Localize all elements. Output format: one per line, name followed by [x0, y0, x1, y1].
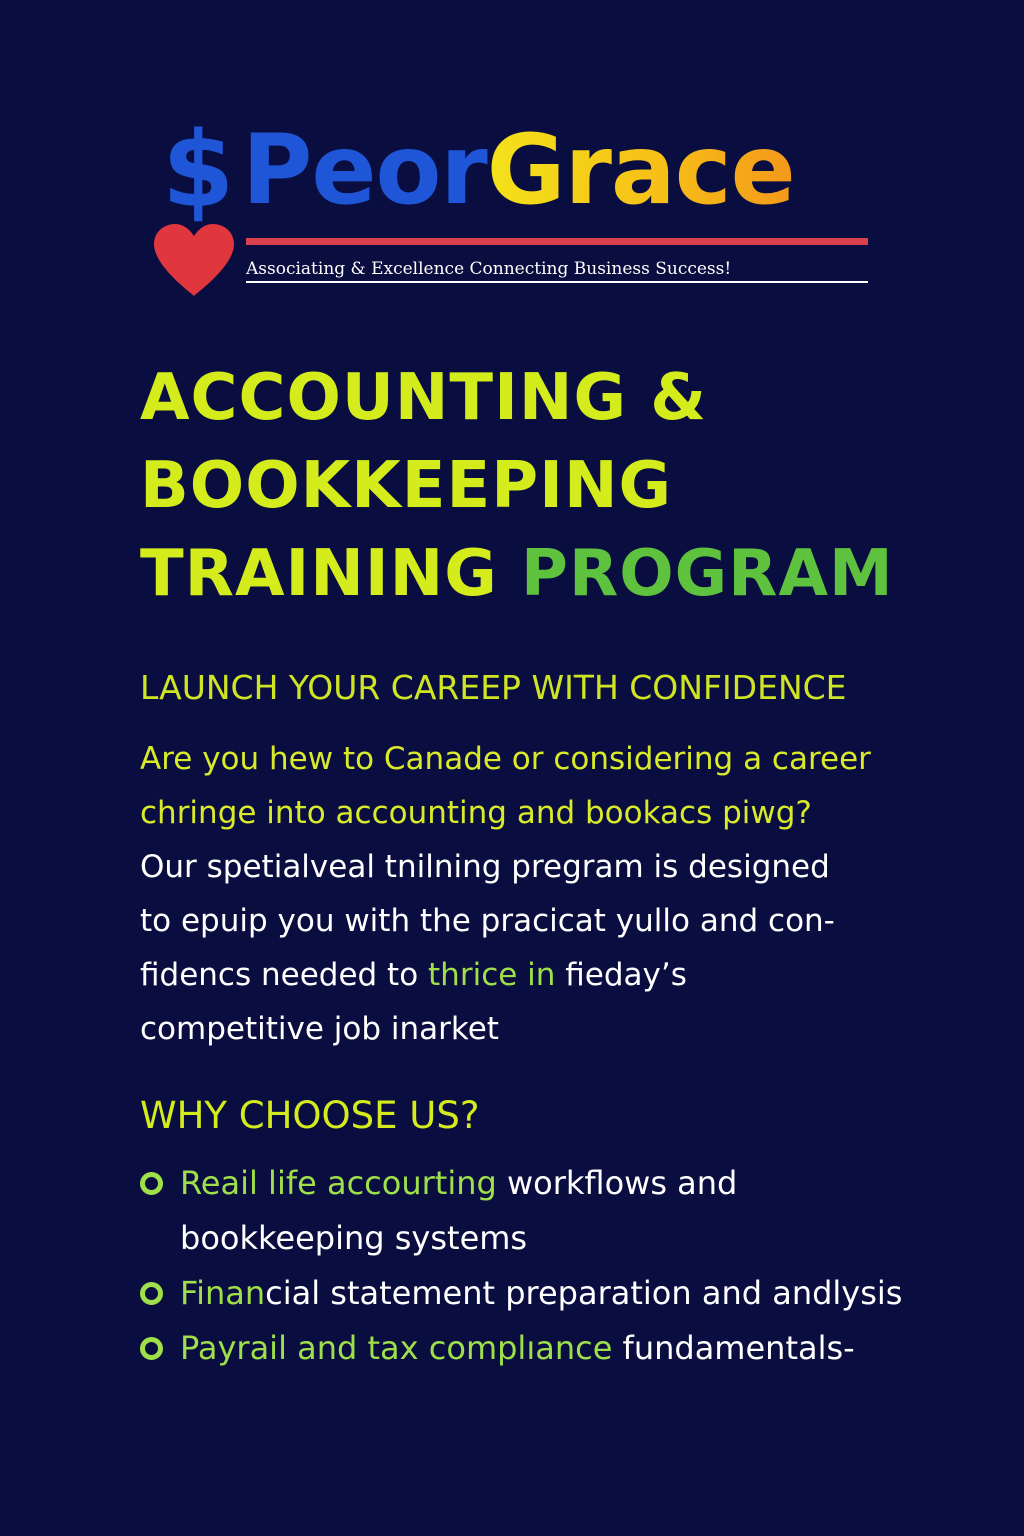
bullet-circle-icon — [140, 1282, 163, 1305]
brand-logo — [150, 110, 880, 300]
bullet-circle-icon — [140, 1337, 163, 1360]
logo-wordmark — [242, 110, 795, 230]
logo-underline-rule — [246, 238, 868, 245]
bullet-3-line-1 — [180, 1321, 990, 1376]
list-item — [140, 1156, 990, 1266]
intro-line-5-end: fieday’s — [555, 957, 687, 993]
intro-line-2: chringe into accounting and bookacs piwg? — [140, 795, 812, 831]
list-item — [140, 1266, 990, 1321]
bullet-3-highlight: Payrail and tax complıance — [180, 1329, 613, 1367]
intro-line-5 — [140, 948, 960, 1002]
bullet-1-rest: workflows and — [496, 1164, 738, 1202]
logo-word-grace: Grace — [486, 114, 795, 226]
why-choose-heading: WHY CHOOSE US? — [140, 1094, 480, 1137]
title-line-3 — [140, 530, 1000, 618]
bullet-2-highlight: Finan — [180, 1274, 266, 1312]
title-word-program: PROGRAM — [521, 537, 894, 611]
list-item — [140, 1321, 990, 1376]
logo-word-peor: Peor — [242, 114, 487, 226]
intro-line-4: to epuip you with the pracicat yullo and con- — [140, 903, 835, 939]
bullet-2-rest: cial statement preparation and andlysis — [265, 1274, 903, 1312]
benefits-list — [140, 1156, 990, 1376]
bullet-1-line-2: bookkeeping systems — [180, 1219, 528, 1257]
bullet-2-line-1 — [180, 1266, 990, 1321]
bullet-1-line-1 — [180, 1156, 990, 1211]
bullet-3-rest: fundamentals- — [612, 1329, 855, 1367]
intro-line-3: Our spetialveal tnilning pregram is designed — [140, 849, 830, 885]
title-line-2: BOOKKEEPING — [140, 449, 673, 523]
intro-line-5-highlight: thrice in — [428, 957, 556, 993]
bullet-1-highlight: Reail life accourting — [180, 1164, 497, 1202]
intro-line-1: Are you hew to Canade or considering a career — [140, 741, 871, 777]
career-subheading: LAUNCH YOUR CAREEP WITH CONFIDENCE — [140, 668, 847, 707]
heart-icon — [150, 222, 238, 298]
logo-dollar-symbol: $ — [162, 109, 235, 231]
intro-line-5-start: fidencs needed to — [140, 957, 429, 993]
title-word-training: TRAINING — [140, 537, 498, 611]
intro-paragraph — [140, 732, 960, 1056]
title-line-1: ACCOUNTING & — [140, 361, 708, 435]
intro-line-6: competitive job inarket — [140, 1011, 499, 1047]
logo-tagline: Associating & Excellence Connecting Business Success! — [246, 257, 868, 283]
bullet-circle-icon — [140, 1172, 163, 1195]
program-title — [140, 354, 1000, 618]
